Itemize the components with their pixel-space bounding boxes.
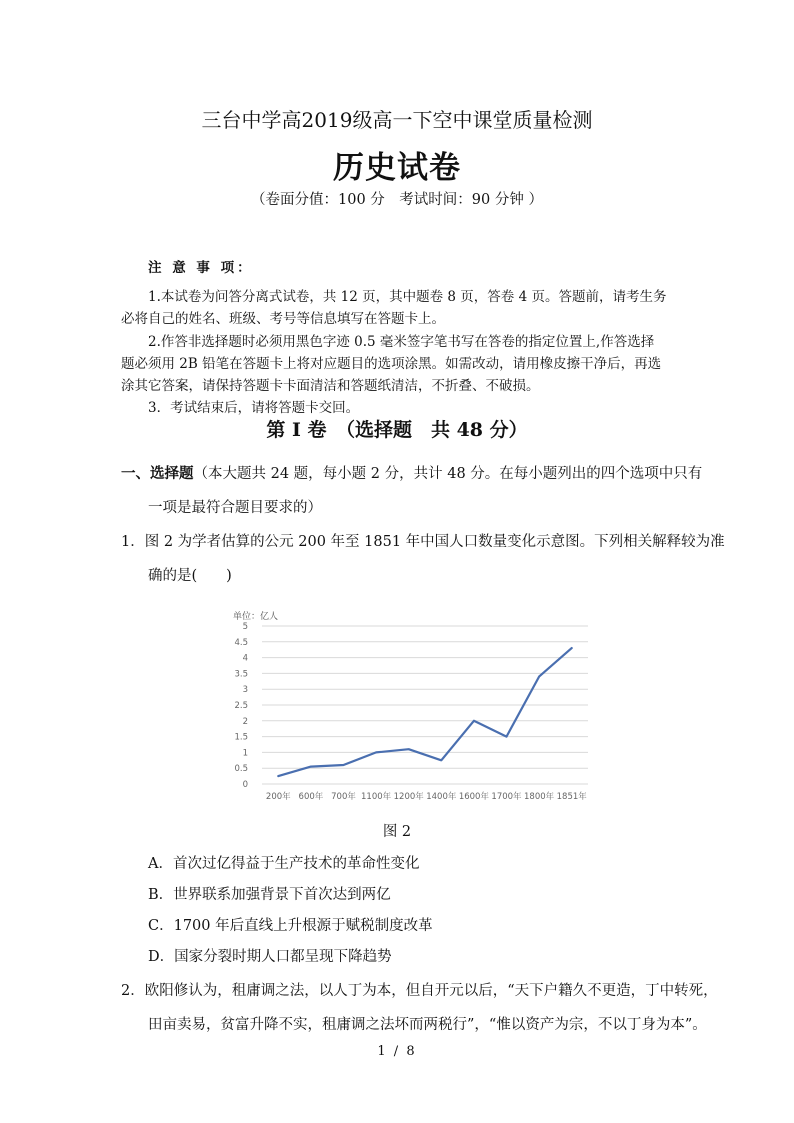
chart-y-ticks [234, 622, 248, 790]
x-tick-label: 1100年 [361, 792, 392, 802]
x-tick-label: 700年 [331, 792, 356, 802]
question-2-stem: 2．欧阳修认为，租庸调之法，以人丁为本，但自开元以后，“天下户籍久不更造，丁中转死， [121, 983, 718, 999]
chart-gridlines [262, 626, 588, 784]
x-tick-label: 600年 [298, 792, 324, 802]
x-tick-label: 200年 [265, 792, 291, 802]
notice-heading: 注 意 事 项： [148, 260, 254, 276]
section-instruction-text: （本大题共 24 题，每小题 2 分，共计 48 分。在每小题列出的四个选项中只有 [193, 466, 703, 482]
question-1-stem: 1．图 2 为学者估算的公元 200 年至 1851 年中国人口数量变化示意图。下列相关解释较为准 [121, 534, 725, 550]
notice-line: 涂其它答案，请保持答题卡卡面清洁和答题纸清洁，不折叠、不破损。 [121, 378, 540, 394]
exam-info: （卷面分值：100 分 考试时间：90 分钟 ） [251, 192, 543, 208]
x-tick-label: 1600年 [458, 792, 489, 802]
question-1-stem-cont: 确的是( ) [148, 568, 232, 584]
chart-x-ticks [266, 791, 587, 802]
question-1-option-d: D．国家分裂时期人口都呈现下降趋势 [148, 949, 392, 965]
section-instruction-cont: 一项是最符合题目要求的） [148, 500, 322, 516]
y-tick-label: 5 [242, 622, 248, 632]
chart-unit-label: 单位：亿人 [233, 612, 279, 622]
question-1-option-c: C．1700 年后直线上升根源于赋税制度改革 [148, 918, 433, 934]
y-tick-label: 0.5 [234, 764, 248, 775]
exam-title: 历史试卷 [333, 150, 461, 186]
notice-line: 1.本试卷为问答分离式试卷，共 12 页，其中题卷 8 页，答卷 4 页。答题前，请考生务 [148, 289, 667, 305]
y-tick-label: 2 [242, 716, 248, 727]
x-tick-label: 1800年 [524, 792, 555, 802]
y-tick-label: 1.5 [234, 732, 248, 743]
question-1-option-a: A．首次过亿得益于生产技术的革命性变化 [148, 856, 420, 872]
figure-caption: 图 2 [382, 824, 412, 840]
notice-line: 3．考试结束后，请将答题卡交回。 [148, 400, 360, 416]
y-tick-label: 4 [242, 653, 248, 664]
y-tick-label: 3.5 [234, 669, 248, 680]
notice-line: 必将自己的姓名、班级、考号等信息填写在答题卡上。 [121, 311, 445, 327]
x-tick-label: 1700年 [491, 792, 522, 802]
section-label: 一、选择题 [121, 465, 194, 482]
y-tick-label: 2.5 [234, 701, 248, 711]
school-title: 三台中学高2019级高一下空中课堂质量检测 [201, 108, 593, 132]
y-tick-label: 4.5 [234, 637, 248, 648]
x-tick-label: 1400年 [426, 792, 457, 802]
y-tick-label: 0 [242, 780, 248, 790]
section-heading: 第 I 卷 （选择题 共 48 分） [266, 419, 528, 441]
population-line-chart [226, 602, 598, 810]
section-instruction [121, 462, 702, 483]
notice-line: 2.作答非选择题时必须用黑色字迹 0.5 毫米签字笔书写在答卷的指定位置上,作答选择 [148, 334, 655, 350]
x-tick-label: 1851年 [556, 792, 587, 802]
question-2-stem-cont: 田亩卖易，贫富升降不实，租庸调之法坏而两税行”，“惟以资产为宗，不以丁身为本”。 [148, 1017, 707, 1033]
y-tick-label: 1 [242, 748, 248, 759]
page-number: 1 / 8 [377, 1044, 417, 1059]
x-tick-label: 1200年 [393, 792, 424, 802]
chart-series-line [278, 648, 571, 776]
notice-line: 题必须用 2B 铅笔在答题卡上将对应题目的选项涂黑。如需改动，请用橡皮擦干净后，再选 [121, 356, 662, 372]
y-tick-label: 3 [242, 685, 248, 696]
question-1-option-b: B．世界联系加强背景下首次达到两亿 [148, 887, 391, 903]
